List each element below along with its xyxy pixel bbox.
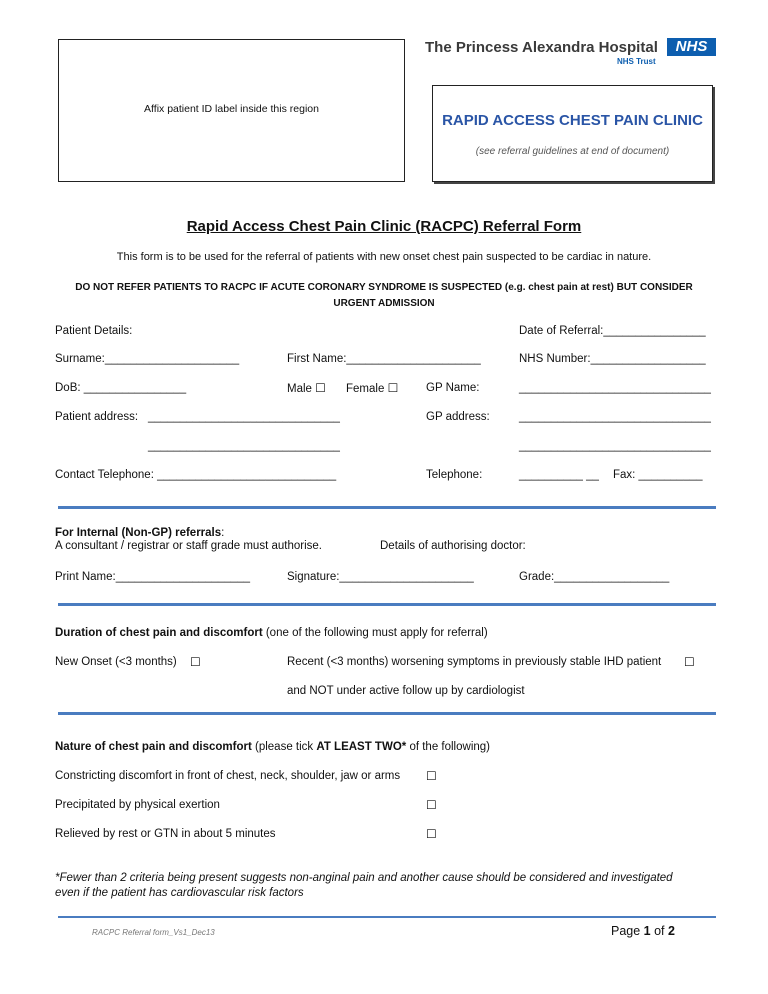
print-name-field[interactable]: Print Name:_____________________	[55, 571, 251, 583]
page-word: Page	[611, 924, 644, 938]
internal-referrals-heading	[55, 527, 224, 539]
patient-address-field-2[interactable]: ______________________________	[148, 440, 340, 452]
duration-heading	[55, 627, 488, 639]
constricting-discomfort-label: Constricting discomfort in front of chest, neck, shoulder, jaw or arms	[55, 770, 401, 782]
nature-heading-mid: (please tick	[251, 741, 317, 753]
gp-address-label: GP address:	[426, 411, 490, 423]
duration-heading-rest: (one of the following must apply for referral)	[262, 627, 488, 639]
note-line-2: even if the patient has cardiovascular risk factors	[55, 887, 304, 899]
duration-heading-bold: Duration of chest pain and discomfort	[55, 627, 263, 639]
patient-address-field-1[interactable]: ______________________________	[148, 411, 340, 423]
section-divider	[58, 506, 716, 509]
clinic-title-box	[432, 85, 713, 182]
patient-id-label-region	[58, 39, 405, 182]
recent-worsening-label: Recent (<3 months) worsening symptoms in previously stable IHD patient	[287, 656, 662, 668]
note-line-1: *Fewer than 2 criteria being present suggests non-anginal pain and another cause should be considered and investigated	[55, 872, 673, 884]
nhs-number-field[interactable]: NHS Number:__________________	[519, 353, 706, 365]
relieved-by-rest-label: Relieved by rest or GTN in about 5 minutes	[55, 828, 276, 840]
nature-heading-end: of the following)	[406, 741, 490, 753]
of-word: of	[650, 924, 668, 938]
document-reference: RACPC Referral form_Vs1_Dec13	[92, 928, 215, 937]
date-of-referral-field[interactable]: Date of Referral:________________	[519, 325, 706, 337]
gp-address-field-1[interactable]: ______________________________	[519, 411, 711, 423]
first-name-field[interactable]: First Name:_____________________	[287, 353, 481, 365]
gp-telephone-label: Telephone:	[426, 469, 483, 481]
acs-warning	[52, 280, 716, 312]
clinic-subtitle: (see referral guidelines at end of document)	[475, 146, 670, 157]
gp-telephone-field[interactable]: __________ __	[519, 469, 599, 481]
exertion-label: Precipitated by physical exertion	[55, 799, 220, 811]
male-option[interactable]	[287, 381, 326, 395]
nhs-logo: NHS	[667, 38, 716, 56]
id-label-text: Affix patient ID label inside this region	[144, 103, 319, 115]
page-number	[611, 924, 675, 938]
gp-name-field[interactable]: ______________________________	[519, 382, 711, 394]
section-divider	[58, 712, 716, 715]
relieved-by-rest-checkbox[interactable]: ☐	[426, 827, 437, 841]
internal-heading-text: For Internal (Non-GP) referrals	[55, 527, 222, 539]
authorise-text: A consultant / registrar or staff grade must authorise.	[55, 540, 322, 552]
contact-telephone-field[interactable]: Contact Telephone: ____________________________	[55, 469, 337, 481]
exertion-checkbox[interactable]: ☐	[426, 798, 437, 812]
page-current: 1	[643, 924, 651, 938]
nature-heading-bold: Nature of chest pain and discomfort	[55, 741, 252, 753]
footer-divider	[58, 916, 716, 918]
recent-worsening-checkbox[interactable]: ☐	[684, 655, 695, 669]
clinic-title: RAPID ACCESS CHEST PAIN CLINIC	[442, 112, 703, 129]
gp-address-field-2[interactable]: ______________________________	[519, 440, 711, 452]
form-intro: This form is to be used for the referral of patients with new onset chest pain suspected to be cardiac in nature.	[116, 251, 652, 263]
doctor-details-label: Details of authorising doctor:	[380, 540, 526, 552]
internal-heading-colon: :	[221, 527, 225, 539]
constricting-discomfort-checkbox[interactable]: ☐	[426, 769, 437, 783]
hospital-name: The Princess Alexandra Hospital	[425, 39, 658, 56]
male-label: Male	[287, 383, 312, 395]
dob-field[interactable]: DoB: ________________	[55, 382, 187, 394]
gp-name-label: GP Name:	[426, 382, 480, 394]
warning-line-1: DO NOT REFER PATIENTS TO RACPC IF ACUTE CORONARY SYNDROME IS SUSPECTED (e.g. chest pain at rest) BUT CONSIDER	[75, 282, 693, 293]
female-label: Female	[346, 383, 385, 395]
grade-field[interactable]: Grade:__________________	[519, 571, 670, 583]
warning-line-2: URGENT ADMISSION	[333, 298, 435, 309]
nhs-trust-label: NHS Trust	[617, 57, 656, 66]
page-total: 2	[668, 924, 675, 938]
form-title: Rapid Access Chest Pain Clinic (RACPC) Referral Form	[186, 218, 582, 235]
section-divider	[58, 603, 716, 606]
nature-heading	[55, 741, 490, 753]
new-onset-label: New Onset (<3 months)	[55, 656, 177, 668]
new-onset-checkbox[interactable]: ☐	[190, 655, 201, 669]
female-option[interactable]	[346, 381, 398, 395]
signature-field[interactable]: Signature:_____________________	[287, 571, 474, 583]
female-checkbox[interactable]: ☐	[387, 381, 399, 395]
nature-heading-bold2: AT LEAST TWO*	[316, 741, 407, 753]
not-under-followup-label: and NOT under active follow up by cardiologist	[287, 685, 525, 697]
gp-fax-field[interactable]: Fax: __________	[613, 469, 703, 481]
patient-address-label: Patient address:	[55, 411, 139, 423]
non-anginal-note	[55, 871, 673, 901]
patient-details-label: Patient Details:	[55, 325, 133, 337]
male-checkbox[interactable]: ☐	[315, 381, 326, 395]
surname-field[interactable]: Surname:_____________________	[55, 353, 240, 365]
